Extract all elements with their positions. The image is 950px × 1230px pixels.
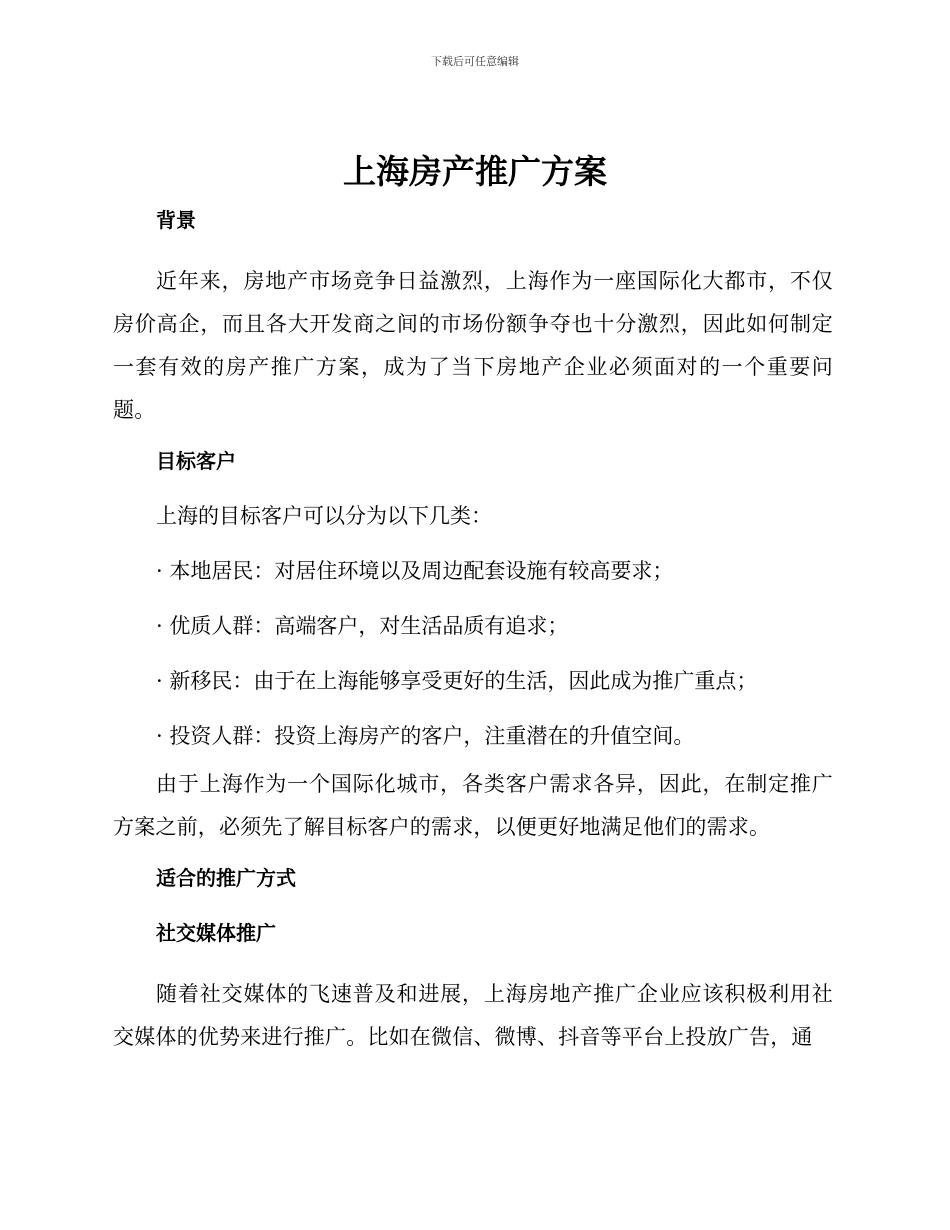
list-item: · 投资人群：投资上海房产的客户，注重潜在的升值空间。 [156, 724, 695, 748]
target-intro: 上海的目标客户可以分为以下几类： [156, 504, 492, 528]
background-paragraph: 近年来，房地产市场竞争日益激烈，上海作为一座国际化大都市，不仅房价高企，而且各大开发商之间的市场份额争夺也十分激烈，因此如何制定一套有效的房产推广方案，成为了当下房地产企业必须面对的一个重要问题。 [113, 269, 833, 422]
page-title: 上海房产推广方案 [343, 152, 607, 191]
section-heading-social-media: 社交媒体推广 [156, 921, 276, 945]
header-note: 下载后可任意编辑 [431, 55, 519, 68]
document-body [113, 205, 833, 1071]
list-item: · 本地居民：对居住环境以及周边配套设施有较高要求； [156, 559, 674, 583]
target-summary-paragraph: 由于上海作为一个国际化城市，各类客户需求各异，因此，在制定推广方案之前，必须先了解目标客户的需求，以便更好地满足他们的需求。 [113, 772, 833, 839]
social-media-paragraph: 随着社交媒体的飞速普及和进展，上海房地产推广企业应该积极利用社交媒体的优势来进行推广。比如在微信、微博、抖音等平台上投放广告，通 [113, 982, 833, 1049]
section-heading-target-customers: 目标客户 [156, 449, 236, 473]
list-item: · 新移民：由于在上海能够享受更好的生活，因此成为推广重点； [156, 669, 758, 693]
section-heading-promotion-methods: 适合的推广方式 [156, 866, 296, 890]
section-heading-background: 背景 [156, 208, 196, 232]
list-item: · 优质人群：高端客户，对生活品质有追求； [156, 614, 569, 638]
